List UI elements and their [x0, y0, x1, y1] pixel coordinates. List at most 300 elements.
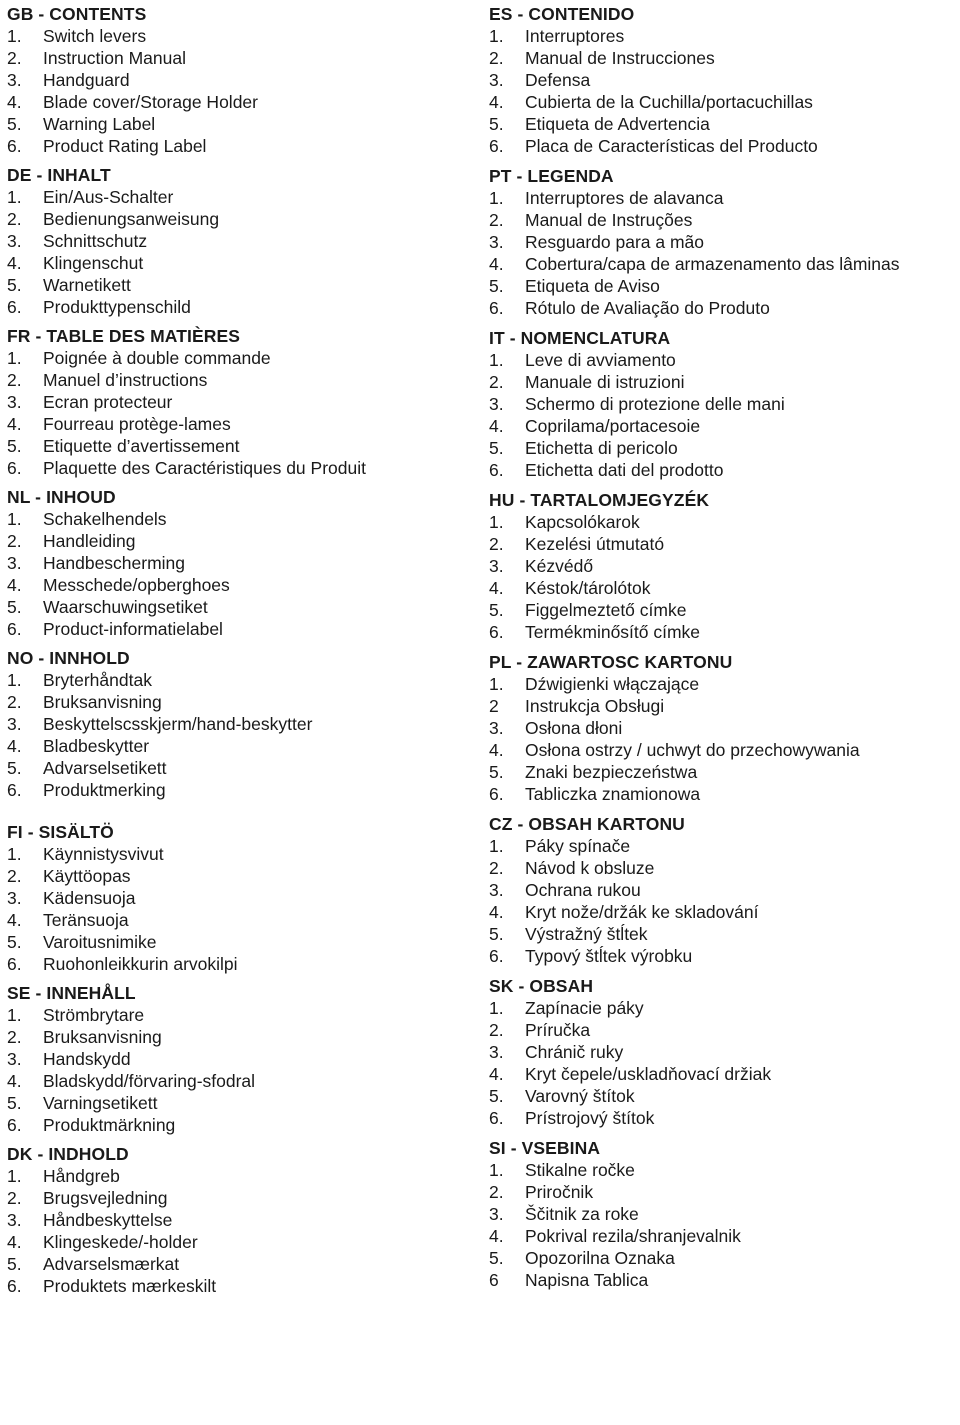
list-item [7, 530, 477, 552]
list-item [489, 253, 954, 275]
item-number: 6. [7, 1276, 22, 1296]
item-label: Fourreau protège-lames [43, 414, 231, 434]
item-label: Bruksanvisning [43, 692, 162, 712]
item-number: 5. [7, 1254, 22, 1274]
item-number: 1. [7, 670, 22, 690]
section-title: FI - SISÄLTÖ [7, 822, 114, 842]
item-label: Defensa [525, 70, 591, 90]
section-fi [7, 821, 477, 975]
list-item [489, 1203, 954, 1225]
item-number: 6. [489, 136, 504, 156]
item-label: Produktets mærkeskilt [43, 1276, 217, 1296]
list-item [7, 735, 477, 757]
list-item [7, 413, 477, 435]
list-item [7, 669, 477, 691]
list-item [7, 186, 477, 208]
item-number: 6. [489, 298, 504, 318]
item-number: 5. [489, 114, 504, 134]
item-label: Produkttypenschild [43, 297, 191, 317]
item-number: 3. [489, 880, 504, 900]
item-label: Príručka [525, 1020, 591, 1040]
item-number: 2. [7, 48, 22, 68]
list-item [489, 459, 954, 481]
item-number: 3. [7, 553, 22, 573]
section-title: HU - TARTALOMJEGYZÉK [489, 490, 710, 510]
section-title: SK - OBSAH [489, 976, 594, 996]
list-item [489, 835, 954, 857]
item-label: Bryterhåndtak [43, 670, 152, 690]
item-number: 3. [489, 1042, 504, 1062]
list-item [7, 1231, 477, 1253]
item-label: Bedienungsanweisung [43, 209, 220, 229]
section-nl [7, 486, 477, 640]
list-item [489, 555, 954, 577]
list-item [7, 230, 477, 252]
item-number: 1. [7, 844, 22, 864]
item-label: Kryt čepele/uskladňovací držiak [525, 1064, 772, 1084]
list-item [489, 1019, 954, 1041]
item-label: Kézvédő [525, 556, 594, 576]
item-number: 2. [7, 370, 22, 390]
item-number: 1. [7, 348, 22, 368]
item-label: Ochrana rukou [525, 880, 641, 900]
item-number: 2. [7, 209, 22, 229]
section-hu [489, 489, 954, 643]
item-label: Figgelmeztető címke [525, 600, 687, 620]
list-item [489, 297, 954, 319]
list-item [7, 713, 477, 735]
list-item [7, 843, 477, 865]
section-title: IT - NOMENCLATURA [489, 328, 671, 348]
section-title: SI - VSEBINA [489, 1138, 601, 1158]
list-item [489, 415, 954, 437]
item-number: 1. [489, 998, 504, 1018]
item-number: 1. [489, 1160, 504, 1180]
list-item [489, 599, 954, 621]
item-number: 4. [489, 254, 504, 274]
item-number: 4. [7, 736, 22, 756]
section-pt [489, 165, 954, 319]
item-number: 6. [489, 1108, 504, 1128]
item-label: Handskydd [43, 1049, 131, 1069]
section-si [489, 1137, 954, 1291]
item-label: Interruptores de alavanca [525, 188, 724, 208]
list-item [489, 1181, 954, 1203]
list-item [489, 69, 954, 91]
item-number: 6. [489, 622, 504, 642]
item-number: 3. [7, 1210, 22, 1230]
item-label: Bruksanvisning [43, 1027, 162, 1047]
item-number: 5. [489, 1086, 504, 1106]
list-item [7, 47, 477, 69]
list-item [7, 369, 477, 391]
list-item [489, 1041, 954, 1063]
section-title: DK - INDHOLD [7, 1144, 129, 1164]
item-number: 6. [7, 136, 22, 156]
list-item [7, 931, 477, 953]
item-number: 2. [489, 48, 504, 68]
item-label: Etiqueta de Advertencia [525, 114, 710, 134]
item-label: Tabliczka znamionowa [525, 784, 701, 804]
item-number: 4. [7, 910, 22, 930]
item-label: Poignée à double commande [43, 348, 271, 368]
item-number: 1. [489, 512, 504, 532]
item-label: Coprilama/portacesoie [525, 416, 701, 436]
item-number: 1. [7, 26, 22, 46]
item-label: Znaki bezpieczeństwa [525, 762, 698, 782]
item-number: 6. [7, 458, 22, 478]
list-item [489, 1107, 954, 1129]
list-item [489, 695, 954, 717]
item-number: 5. [489, 438, 504, 458]
item-number: 4. [489, 92, 504, 112]
item-label: Návod k obsluze [525, 858, 655, 878]
item-label: Teränsuoja [43, 910, 129, 930]
list-item [489, 901, 954, 923]
item-number: 4. [489, 1226, 504, 1246]
item-number: 4. [489, 1064, 504, 1084]
item-number: 3. [489, 70, 504, 90]
item-label: Cobertura/capa de armazenamento das lâminas [525, 254, 900, 274]
item-label: Håndbeskyttelse [43, 1210, 173, 1230]
item-label: Ecran protecteur [43, 392, 173, 412]
list-item [7, 865, 477, 887]
list-item [7, 508, 477, 530]
item-label: Cubierta de la Cuchilla/portacuchillas [525, 92, 813, 112]
item-number: 4. [489, 578, 504, 598]
list-item [489, 135, 954, 157]
list-item [7, 618, 477, 640]
section-gb [7, 3, 477, 157]
item-number: 4. [7, 414, 22, 434]
item-label: Manuel d’instructions [43, 370, 208, 390]
list-item [489, 739, 954, 761]
list-item [7, 69, 477, 91]
list-item [7, 391, 477, 413]
item-label: Kezelési útmutató [525, 534, 665, 554]
item-number: 5. [489, 924, 504, 944]
list-item [7, 552, 477, 574]
section-es [489, 3, 954, 157]
list-item [7, 953, 477, 975]
list-item [489, 511, 954, 533]
item-number: 1. [7, 509, 22, 529]
item-number: 2. [489, 1182, 504, 1202]
item-number: 1. [489, 26, 504, 46]
list-item [489, 621, 954, 643]
item-label: Bladbeskytter [43, 736, 150, 756]
item-label: Klingenschut [43, 253, 144, 273]
item-number: 3. [489, 232, 504, 252]
item-label: Advarselsetikett [43, 758, 167, 778]
list-item [7, 1026, 477, 1048]
item-number: 5. [7, 758, 22, 778]
section-title: SE - INNEHÅLL [7, 983, 136, 1003]
item-number: 5. [7, 275, 22, 295]
item-label: Etichetta di pericolo [525, 438, 678, 458]
list-item [7, 1004, 477, 1026]
list-item [489, 113, 954, 135]
item-label: Manual de Instrucciones [525, 48, 715, 68]
item-label: Napisna Tablica [525, 1270, 649, 1290]
item-number: 4. [489, 740, 504, 760]
list-item [489, 231, 954, 253]
list-item [7, 909, 477, 931]
item-label: Interruptores [525, 26, 625, 46]
list-item [489, 1085, 954, 1107]
item-label: Kädensuoja [43, 888, 136, 908]
list-item [7, 887, 477, 909]
item-number: 1. [489, 188, 504, 208]
section-title: NO - INNHOLD [7, 648, 130, 668]
item-number: 6. [7, 297, 22, 317]
item-number: 3. [489, 718, 504, 738]
item-label: Bladskydd/förvaring-sfodral [43, 1071, 256, 1091]
item-number: 4. [489, 902, 504, 922]
item-number: 2. [7, 1027, 22, 1047]
list-item [7, 1209, 477, 1231]
item-label: Resguardo para a mão [525, 232, 704, 252]
item-number: 3. [7, 888, 22, 908]
item-number: 2. [7, 692, 22, 712]
item-number: 6. [7, 619, 22, 639]
section-se [7, 982, 477, 1136]
list-item [489, 275, 954, 297]
item-number: 3. [489, 556, 504, 576]
section-title: CZ - OBSAH KARTONU [489, 814, 685, 834]
item-label: Beskyttelscsskjerm/hand-beskytter [43, 714, 313, 734]
list-item [7, 113, 477, 135]
item-label: Blade cover/Storage Holder [43, 92, 258, 112]
item-label: Etiquette d’avertissement [43, 436, 240, 456]
list-item [489, 349, 954, 371]
item-number: 6. [489, 784, 504, 804]
list-item [489, 25, 954, 47]
list-item [489, 1247, 954, 1269]
item-number: 5. [489, 276, 504, 296]
list-item [7, 1275, 477, 1297]
item-label: Výstražný štĺtek [525, 924, 648, 944]
item-label: Pokrival rezila/shranjevalnik [525, 1226, 741, 1246]
list-item [489, 717, 954, 739]
item-number: 4. [7, 575, 22, 595]
section-title: DE - INHALT [7, 165, 111, 185]
list-item [489, 923, 954, 945]
item-number: 2. [489, 210, 504, 230]
item-label: Schakelhendels [43, 509, 167, 529]
item-number: 5. [489, 600, 504, 620]
item-label: Varovný štítok [525, 1086, 635, 1106]
item-label: Käynnistysvivut [43, 844, 164, 864]
item-label: Késtok/tárolótok [525, 578, 651, 598]
section-title: NL - INHOUD [7, 487, 116, 507]
section-title: PT - LEGENDA [489, 166, 614, 186]
item-number: 4. [7, 92, 22, 112]
list-item [489, 1159, 954, 1181]
item-label: Osłona dłoni [525, 718, 623, 738]
item-number: 2. [7, 531, 22, 551]
item-label: Opozorilna Oznaka [525, 1248, 675, 1268]
item-label: Waarschuwingsetiket [43, 597, 208, 617]
list-item [7, 91, 477, 113]
item-label: Zapínacie páky [525, 998, 644, 1018]
item-number: 2. [489, 534, 504, 554]
item-label: Switch levers [43, 26, 147, 46]
section-cz [489, 813, 954, 967]
list-item [489, 997, 954, 1019]
item-label: Kryt nože/držák ke skladování [525, 902, 759, 922]
section-title: ES - CONTENIDO [489, 4, 635, 24]
list-item [7, 691, 477, 713]
section-it [489, 327, 954, 481]
left-column [7, 3, 477, 1297]
item-label: Placa de Características del Producto [525, 136, 818, 156]
list-item [489, 761, 954, 783]
list-item [7, 1187, 477, 1209]
list-item [7, 274, 477, 296]
list-item [489, 1225, 954, 1247]
list-item [489, 857, 954, 879]
list-item [7, 25, 477, 47]
item-label: Ščitnik za roke [525, 1204, 639, 1224]
item-label: Håndgreb [43, 1166, 120, 1186]
item-label: Käyttöopas [43, 866, 131, 886]
item-label: Instrukcja Obsługi [525, 696, 665, 716]
list-item [489, 47, 954, 69]
item-number: 5. [7, 597, 22, 617]
item-label: Páky spínače [525, 836, 631, 856]
item-number: 1. [489, 674, 504, 694]
item-number: 6 [489, 1270, 499, 1290]
item-number: 3. [7, 392, 22, 412]
item-label: Manual de Instruções [525, 210, 693, 230]
item-label: Plaquette des Caractéristiques du Produit [43, 458, 366, 478]
right-column [489, 3, 954, 1291]
item-number: 4. [489, 416, 504, 436]
list-item [7, 779, 477, 801]
item-number: 3. [7, 70, 22, 90]
item-label: Warning Label [43, 114, 156, 134]
list-item [7, 1048, 477, 1070]
item-number: 6. [7, 954, 22, 974]
list-item [489, 187, 954, 209]
list-item [7, 457, 477, 479]
item-label: Strömbrytare [43, 1005, 145, 1025]
list-item [489, 533, 954, 555]
list-item [7, 757, 477, 779]
item-number: 5. [7, 1093, 22, 1113]
item-label: Typový štĺtek výrobku [525, 946, 693, 966]
item-number: 2. [489, 1020, 504, 1040]
list-item [489, 371, 954, 393]
item-number: 4. [7, 1071, 22, 1091]
item-label: Etiqueta de Aviso [525, 276, 660, 296]
item-label: Termékminősítő címke [525, 622, 701, 642]
item-label: Varningsetikett [43, 1093, 158, 1113]
item-number: 3. [7, 231, 22, 251]
list-item [489, 437, 954, 459]
list-item [7, 596, 477, 618]
item-label: Instruction Manual [43, 48, 186, 68]
item-number: 1. [489, 836, 504, 856]
list-item [489, 577, 954, 599]
list-item [7, 1114, 477, 1136]
list-item [7, 1165, 477, 1187]
list-item [489, 783, 954, 805]
item-number: 3. [7, 1049, 22, 1069]
item-label: Kapcsolókarok [525, 512, 640, 532]
item-number: 4. [7, 253, 22, 273]
item-label: Messchede/opberghoes [43, 575, 230, 595]
item-number: 2. [489, 372, 504, 392]
item-label: Schermo di protezione delle mani [525, 394, 785, 414]
item-number: 3. [489, 394, 504, 414]
item-number: 2. [489, 858, 504, 878]
item-number: 5. [7, 436, 22, 456]
section-de [7, 164, 477, 318]
item-number: 1. [7, 1005, 22, 1025]
item-number: 6. [7, 1115, 22, 1135]
list-item [489, 945, 954, 967]
section-sk [489, 975, 954, 1129]
list-item [7, 1092, 477, 1114]
section-title: FR - TABLE DES MATIÈRES [7, 326, 241, 346]
item-label: Dźwigienki włączające [525, 674, 700, 694]
item-number: 6. [489, 460, 504, 480]
item-number: 2. [7, 866, 22, 886]
item-number: 1. [7, 187, 22, 207]
item-number: 4. [7, 1232, 22, 1252]
item-number: 2 [489, 696, 499, 716]
list-item [489, 1063, 954, 1085]
item-label: Manuale di istruzioni [525, 372, 685, 392]
item-number: 2. [7, 1188, 22, 1208]
list-item [489, 1269, 954, 1291]
list-item [7, 296, 477, 318]
item-label: Produktmerking [43, 780, 166, 800]
item-label: Handguard [43, 70, 130, 90]
item-number: 6. [7, 780, 22, 800]
section-dk [7, 1143, 477, 1297]
item-label: Rótulo de Avaliação do Produto [525, 298, 770, 318]
item-number: 6. [489, 946, 504, 966]
item-number: 5. [7, 932, 22, 952]
item-label: Product Rating Label [43, 136, 207, 156]
item-label: Klingeskede/-holder [43, 1232, 198, 1252]
item-label: Etichetta dati del prodotto [525, 460, 724, 480]
item-label: Schnittschutz [43, 231, 148, 251]
list-item [489, 91, 954, 113]
item-label: Ruohonleikkurin arvokilpi [43, 954, 238, 974]
list-item [489, 879, 954, 901]
section-no [7, 647, 477, 801]
item-label: Product-informatielabel [43, 619, 223, 639]
item-label: Produktmärkning [43, 1115, 176, 1135]
item-number: 3. [7, 714, 22, 734]
item-number: 1. [7, 1166, 22, 1186]
list-item [7, 252, 477, 274]
list-item [489, 393, 954, 415]
item-label: Handleiding [43, 531, 136, 551]
list-item [7, 435, 477, 457]
item-label: Prístrojový štítok [525, 1108, 655, 1128]
item-label: Leve di avviamento [525, 350, 676, 370]
item-number: 5. [489, 1248, 504, 1268]
item-number: 1. [489, 350, 504, 370]
list-item [7, 1253, 477, 1275]
list-item [489, 673, 954, 695]
item-label: Warnetikett [43, 275, 131, 295]
